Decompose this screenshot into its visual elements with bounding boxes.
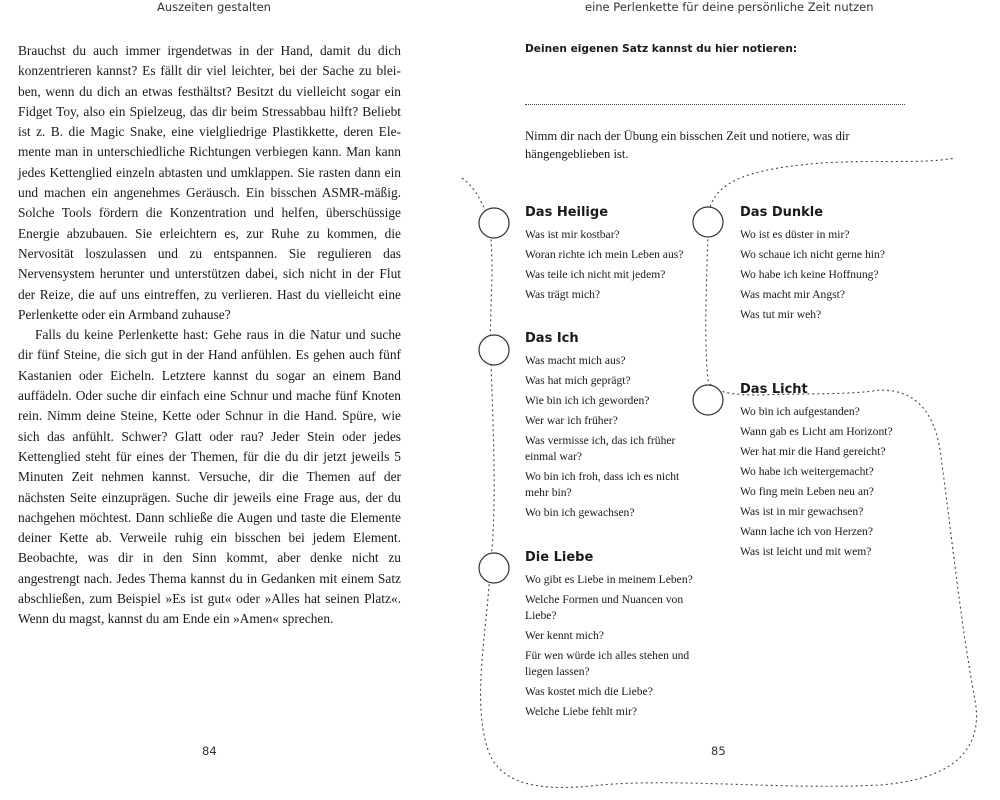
theme-title: Das Licht (740, 382, 808, 397)
question-item: Wo gibt es Liebe in meinem Leben? (525, 573, 693, 586)
question-item: Wo fing mein Leben neu an? (740, 485, 874, 498)
question-item: Was hat mich geprägt? (525, 374, 631, 387)
theme-title: Das Ich (525, 331, 579, 346)
question-item: Was macht mich aus? (525, 354, 626, 367)
question-item: Was ist leicht und mit wem? (740, 545, 872, 558)
note-writing-line (525, 104, 905, 105)
running-head-left: Auszeiten gestalten (157, 0, 271, 14)
bead-liebe (479, 553, 509, 583)
theme-title: Die Liebe (525, 550, 594, 565)
theme-die-liebe (525, 550, 710, 724)
question-item: Was trägt mich? (525, 288, 601, 301)
question-item: Für wen würde ich alles stehen und liegen lassen? (525, 649, 690, 678)
page-number-left: 84 (202, 744, 217, 758)
question-item: Was vermisse ich, das ich früher einmal war? (525, 434, 676, 463)
bead-licht (693, 385, 723, 415)
question-item: Wo ist es düster in mir? (740, 228, 850, 241)
theme-title: Das Dunkle (740, 205, 824, 220)
question-item: Wann lache ich von Herzen? (740, 525, 873, 538)
question-item: Wer war ich früher? (525, 414, 618, 427)
page-number-right: 85 (711, 744, 726, 758)
question-item: Wo bin ich froh, dass ich es nicht mehr bin? (525, 470, 680, 499)
body-paragraph-1: Brauchst du auch immer irgendetwas in der Hand, damit du dich konzentrieren kannst? Es fällt dir viel leichter, bei der Sache zu bleiben, wenn du dich an etwas festhältst? Besitzt du vielleicht sogar ein Fidget Toy, also ein Spielzeug, das dir beim Stressabbau hilft? Beliebt ist z. B. die Magic Snake, eine vielgliedrige Plastikkette, deren Elemente man in unterschiedliche Richtungen verbiegen kann. Man kann jedes Kettenglied einzeln abtasten und umklappen. Sie rasten dann ein und machen ein angenehmes Geräusch. Ein bisschen ASMR-mäßig. Solche Tools fördern die Konzentration und helfen, überschüssige Energie abzubauen. Sie erleichtern es, zur Ruhe zu kommen, die Nervosität loszulassen und zu entspannen. Sie regulieren das Nervensystem herunter und unterstützen dabei, sich nicht in der Flut der Reize, die auf uns eintreffen, zu verlieren. Hast du vielleicht eine Perlenkette oder ein Armband zuhause? (18, 43, 401, 322)
question-item: Was ist in mir gewachsen? (740, 505, 864, 518)
question-item: Welche Liebe fehlt mir? (525, 705, 638, 718)
note-label: Deinen eigenen Satz kannst du hier notieren: (525, 43, 798, 55)
question-item: Was teile ich nicht mit jedem? (525, 268, 666, 281)
theme-das-dunkle (740, 205, 940, 327)
question-item: Wie bin ich ich geworden? (525, 394, 650, 407)
body-paragraph-2: Falls du keine Perlenkette hast: Gehe raus in die Natur und suche dir fünf Steine, die sich gut in der Hand anfühlen. Es gehen auch fünf Kastanien oder Eicheln. Letztere kannst du sogar an einem Band auffädeln. Oder suche dir einfach eine Schnur und mache fünf Knoten rein. Nimm deine Steine, Kette oder Schnur in die Hand. Spüre, wie sich das anfühlt. Schwer? Glatt oder rau? Jeder Stein oder jedes Kettenglied steht für eines der Themen, für die du dir jetzt jeweils 5 Minuten Zeit nehmen kannst. Versuche, dir die Themen auf der nächsten Seite einzuprägen. Suche dir jeweils eine Frage aus, der du nachgehen möchtest. Dann schließe die Augen und taste die Elemente deiner Kette ab. Verweile ruhig ein bisschen bei jedem Element. Beobachte, was dir in den Sinn kommt, aber denke nicht zu angestrengt nach. Jedes Thema kannst du in Gedanken mit einem Satz abschließen, zum Beispiel »Es ist gut« oder »Alles hat seinen Platz«. Wenn du magst, kannst du am Ende ein »Amen« sprechen. (18, 327, 401, 627)
question-item: Wo schaue ich nicht gerne hin? (740, 248, 885, 261)
question-item: Wo habe ich keine Hoffnung? (740, 268, 879, 281)
question-item: Was macht mir Angst? (740, 288, 845, 301)
question-item: Wo habe ich weitergemacht? (740, 465, 874, 478)
question-item: Wo bin ich gewachsen? (525, 506, 635, 519)
question-item: Wer kennt mich? (525, 629, 604, 642)
question-item: Wer hat mir die Hand gereicht? (740, 445, 886, 458)
theme-das-licht (740, 382, 940, 564)
question-item: Woran richte ich mein Leben aus? (525, 248, 684, 261)
theme-das-ich (525, 331, 695, 525)
question-item: Was tut mir weh? (740, 308, 822, 321)
question-item: Wo bin ich aufgestanden? (740, 405, 860, 418)
question-item: Was ist mir kostbar? (525, 228, 620, 241)
question-item: Was kostet mich die Liebe? (525, 685, 653, 698)
theme-title: Das Heilige (525, 205, 609, 220)
question-item: Wann gab es Licht am Horizont? (740, 425, 893, 438)
bead-heilige (479, 208, 509, 238)
bead-ich (479, 335, 509, 365)
theme-das-heilige (525, 205, 715, 307)
running-head-right: eine Perlenkette für deine persönliche Zeit nutzen (585, 0, 874, 14)
instruction-text: Nimm dir nach der Übung ein bisschen Zeit und notiere, was dir hängengeblieben ist. (525, 129, 850, 161)
question-item: Welche Formen und Nuancen von Liebe? (525, 593, 684, 622)
